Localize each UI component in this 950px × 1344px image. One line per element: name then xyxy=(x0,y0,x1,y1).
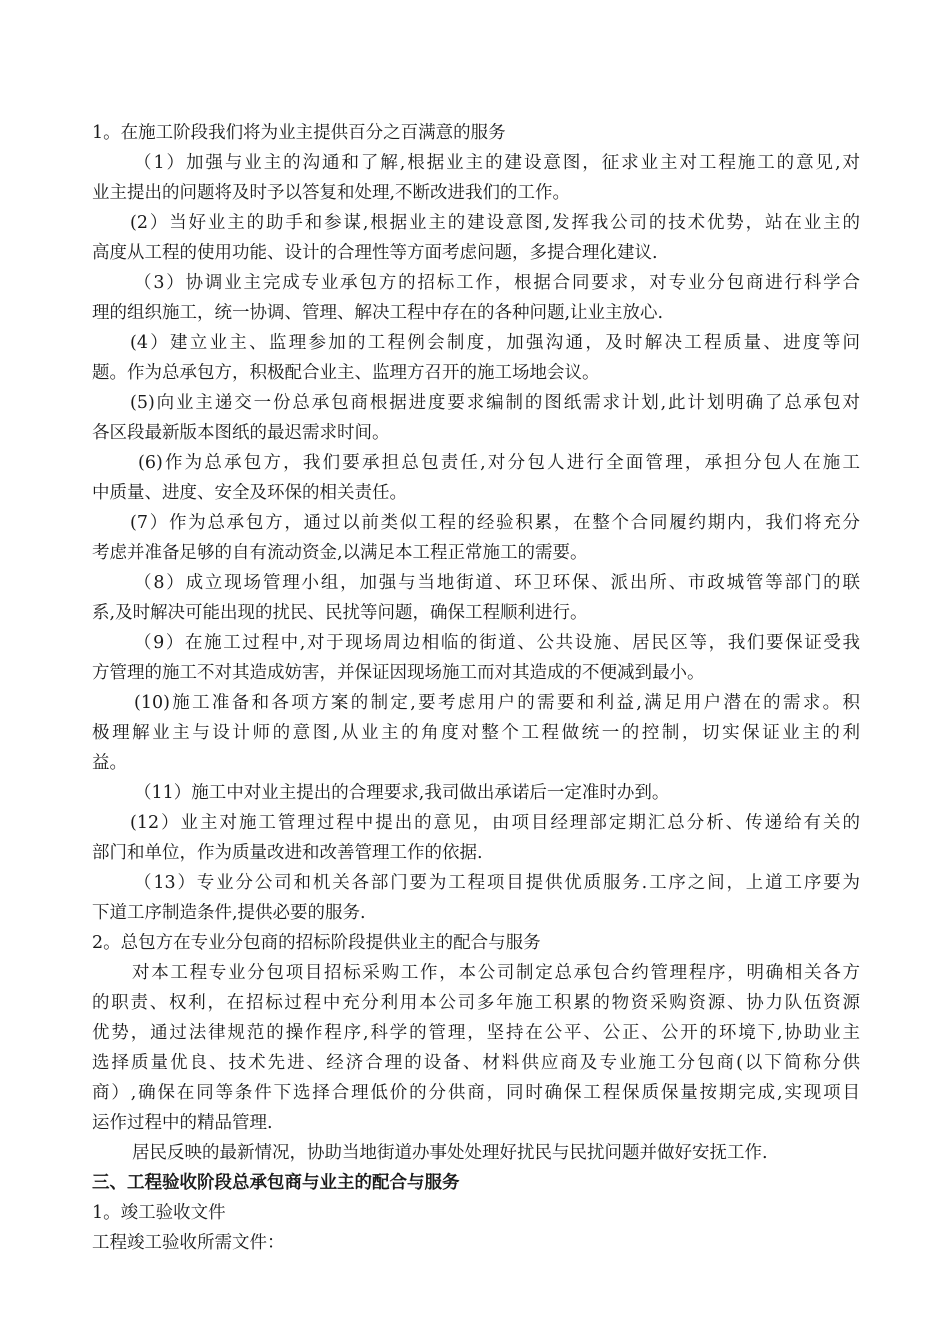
section-heading: 三、工程验收阶段总承包商与业主的配合与服务 xyxy=(92,1173,460,1193)
document-body xyxy=(92,118,860,1258)
text-line: （3）协调业主完成专业承包方的招标工作，根据合同要求，对专业分包商进行科学合 xyxy=(134,273,860,293)
text-line: 高度从工程的使用功能、设计的合理性等方面考虑问题，多提合理化建议. xyxy=(92,243,658,263)
text-line: (10)施工准备和各项方案的制定,要考虑用户的需要和利益,满足用户潜在的需求。积 xyxy=(134,693,860,713)
text-line: 下道工序制造条件,提供必要的服务. xyxy=(92,903,366,923)
text-line: 理的组织施工，统一协调、管理、解决工程中存在的各种问题,让业主放心. xyxy=(92,303,664,323)
text-line: （13）专业分公司和机关各部门要为工程项目提供优质服务.工序之间，上道工序要为 xyxy=(134,873,860,893)
text-line: 运作过程中的精品管理. xyxy=(92,1113,273,1133)
text-line: （9）在施工过程中,对于现场周边相临的街道、公共设施、居民区等，我们要保证受我 xyxy=(134,633,860,653)
text-line: 优势，通过法律规范的操作程序,科学的管理，坚持在公平、公正、公开的环境下,协助业主 xyxy=(92,1023,860,1043)
text-line: （11）施工中对业主提出的合理要求,我司做出承诺后一定准时办到。 xyxy=(134,783,670,803)
text-line: 1。竣工验收文件 xyxy=(92,1203,226,1223)
text-line: (5)向业主递交一份总承包商根据进度要求编制的图纸需求计划,此计划明确了总承包对 xyxy=(130,393,860,413)
text-line: 中质量、进度、安全及环保的相关责任。 xyxy=(92,483,407,503)
text-line: 居民反映的最新情况，协助当地街道办事处处理好扰民与民扰问题并做好安抚工作. xyxy=(132,1143,768,1163)
text-line: （1）加强与业主的沟通和了解,根据业主的建设意图，征求业主对工程施工的意见,对 xyxy=(134,153,860,173)
text-line: 的职责、权利，在招标过程中充分利用本公司多年施工积累的物资采购资源、协力队伍资源 xyxy=(92,993,860,1013)
text-line: (2）当好业主的助手和参谋,根据业主的建设意图,发挥我公司的技术优势，站在业主的 xyxy=(130,213,860,233)
text-line: 部门和单位，作为质量改进和改善管理工作的依据. xyxy=(92,843,483,863)
text-line: 考虑并准备足够的自有流动资金,以满足本工程正常施工的需要。 xyxy=(92,543,588,563)
text-line: 益。 xyxy=(92,753,127,773)
text-line: (4）建立业主、监理参加的工程例会制度，加强沟通，及时解决工程质量、进度等问 xyxy=(130,333,860,353)
text-line: 题。作为总承包方，积极配合业主、监理方召开的施工场地会议。 xyxy=(92,363,600,383)
text-line: 方管理的施工不对其造成妨害，并保证因现场施工而对其造成的不便减到最小。 xyxy=(92,663,705,683)
text-line: (7）作为总承包方，通过以前类似工程的经验积累，在整个合同履约期内，我们将充分 xyxy=(130,513,860,533)
text-line: 对本工程专业分包项目招标采购工作，本公司制定总承包合约管理程序，明确相关各方 xyxy=(132,963,860,983)
text-line: 系,及时解决可能出现的扰民、民扰等问题，确保工程顺利进行。 xyxy=(92,603,588,623)
text-line: 选择质量优良、技术先进、经济合理的设备、材料供应商及专业施工分包商(以下简称分供 xyxy=(92,1053,860,1073)
text-line: （8）成立现场管理小组，加强与当地街道、环卫环保、派出所、市政城管等部门的联 xyxy=(134,573,860,593)
text-line: 2。总包方在专业分包商的招标阶段提供业主的配合与服务 xyxy=(92,933,541,953)
text-line: 极理解业主与设计师的意图,从业主的角度对整个工程做统一的控制，切实保证业主的利 xyxy=(92,723,860,743)
text-line: 1。在施工阶段我们将为业主提供百分之百满意的服务 xyxy=(92,123,506,143)
text-line: 工程竣工验收所需文件： xyxy=(92,1233,285,1253)
text-line: 各区段最新版本图纸的最迟需求时间。 xyxy=(92,423,390,443)
text-line: (6)作为总承包方，我们要承担总包责任,对分包人进行全面管理，承担分包人在施工 xyxy=(138,453,860,473)
text-line: 商）,确保在同等条件下选择合理低价的分供商，同时确保工程保质保量按期完成,实现项目 xyxy=(92,1083,860,1103)
text-line: 业主提出的问题将及时予以答复和处理,不断改进我们的工作。 xyxy=(92,183,571,203)
text-line: (12）业主对施工管理过程中提出的意见，由项目经理部定期汇总分析、传递给有关的 xyxy=(130,813,860,833)
